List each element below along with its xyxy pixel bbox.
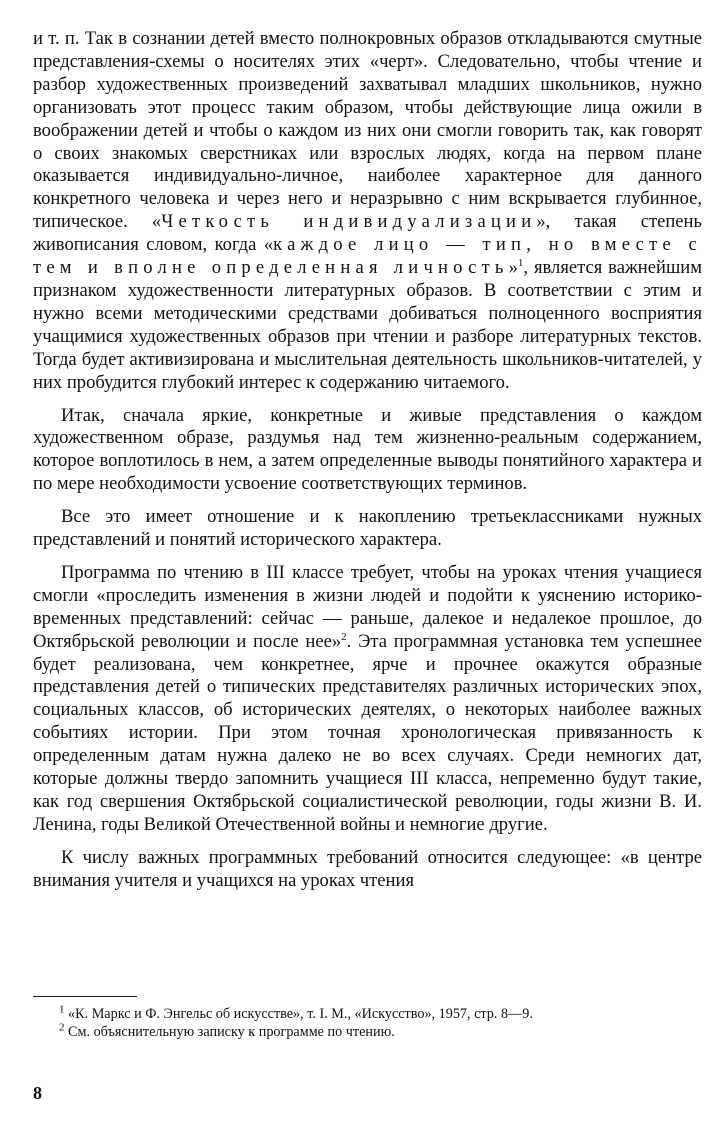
paragraph-4-text-b: . Эта программная установка тем успешнее будет реализована, чем конкретнее, ярче и прочнее окажутся образные представления детей о типических представителях различных исторических эпох, социальных классов, об исторических деятелях, о некоторых наиболее важных событиях истории. При этом точная хронологическая привязанность к определенным датам нужна далеко не во всех случаях. Среди немногих дат, которые должны твердо запомнить учащиеся III класса, непременно будут такие, как год свершения Октябрьской социалистической революции, годы жизни В. И. Ленина, годы Великой Отечественной войны и немногие другие. — [33, 630, 703, 835]
footnote-2 — [33, 1020, 702, 1042]
paragraph-2: Итак, сначала яркие, конкретные и живые представления о каждом художественном образе, раздумья над тем жизненно-реальным содержанием, которое воплотилось в нем, а затем определенные выводы понятийного характера и по мере необходимости усвоение соответствующих терминов. — [33, 404, 702, 495]
footnotes — [33, 1003, 702, 1041]
page-number: 8 — [33, 1083, 42, 1103]
footnote-mark-2: 2 — [59, 1020, 65, 1033]
footnote-2-text: См. объяснительную записку к программе по чтению. — [68, 1023, 395, 1040]
footnote-ref-2: 2 — [341, 630, 347, 643]
closing-quote: » — [508, 257, 518, 279]
paragraph-1-text-c: , является важнейшим признаком художественности литературных образов. В соответствии с этим и нужно всеми методическими средствами добиваться полноценного восприятия учащимися художественных образов при чтении и разборе литературных текстов. Тогда будет активизирована и мыслительная деятельность школьников-читателей, у них пробудится глубокий интерес к содержанию читаемого. — [33, 257, 702, 393]
footnote-1 — [33, 1003, 702, 1024]
paragraph-1 — [33, 28, 702, 395]
paragraph-1-text-b: », такая степень живописания словом, когда « — [33, 211, 702, 256]
footnote-1-text: «К. Маркс и Ф. Энгельс об искусстве», т. I. М., «Искусство», 1957, стр. 8—9. — [68, 1006, 533, 1022]
paragraph-4-text-a: Программа по чтению в III классе требует, чтобы на уроках чтения учащиеся смогли «проследить изменения в жизни людей и подойти к уяснению историко-временных представлений: сейчас — раньше, далекое и недалекое прошлое, до Октябрьской революции и после нее» — [33, 561, 702, 652]
paragraph-3: Все это имеет отношение и к накоплению третьеклассниками нужных представлений и понятий исторического характера. — [33, 506, 702, 551]
spaced-emphasis-type-personality: каждое лицо — тип, но вместе с тем и вполне определенная личность — [33, 234, 702, 279]
paragraph-5: К числу важных программных требований относится следующее: «в центре внимания учителя и учащихся на уроках чтения — [33, 846, 702, 891]
spaced-emphasis-clarity: Четкость индивидуализации — [161, 211, 537, 233]
paragraph-4 — [33, 562, 702, 837]
footnote-mark-1: 1 — [59, 1003, 65, 1016]
footnote-divider — [33, 996, 137, 997]
body-text — [33, 28, 702, 893]
paragraph-1-text-a: и т. п. Так в сознании детей вместо полнокровных образов откладываются смутные представления-схемы о носителях этих «черт». Следовательно, чтобы чтение и разбор художественных произведений захватывал младших школьников, нужно организовать этот процесс таким образом, чтобы действующие лица ожили в воображении детей и чтобы о каждом из них они смогли говорить так, как говорят о своих знакомых сверстниках или взрослых людях, когда на первом плане оказывается индивидуально-личное, наиболее характерное для данного конкретного человека и через него и неразрывно с ним вскрывается глубинное, типическое. « — [33, 28, 702, 233]
footnote-ref-1: 1 — [517, 256, 524, 269]
